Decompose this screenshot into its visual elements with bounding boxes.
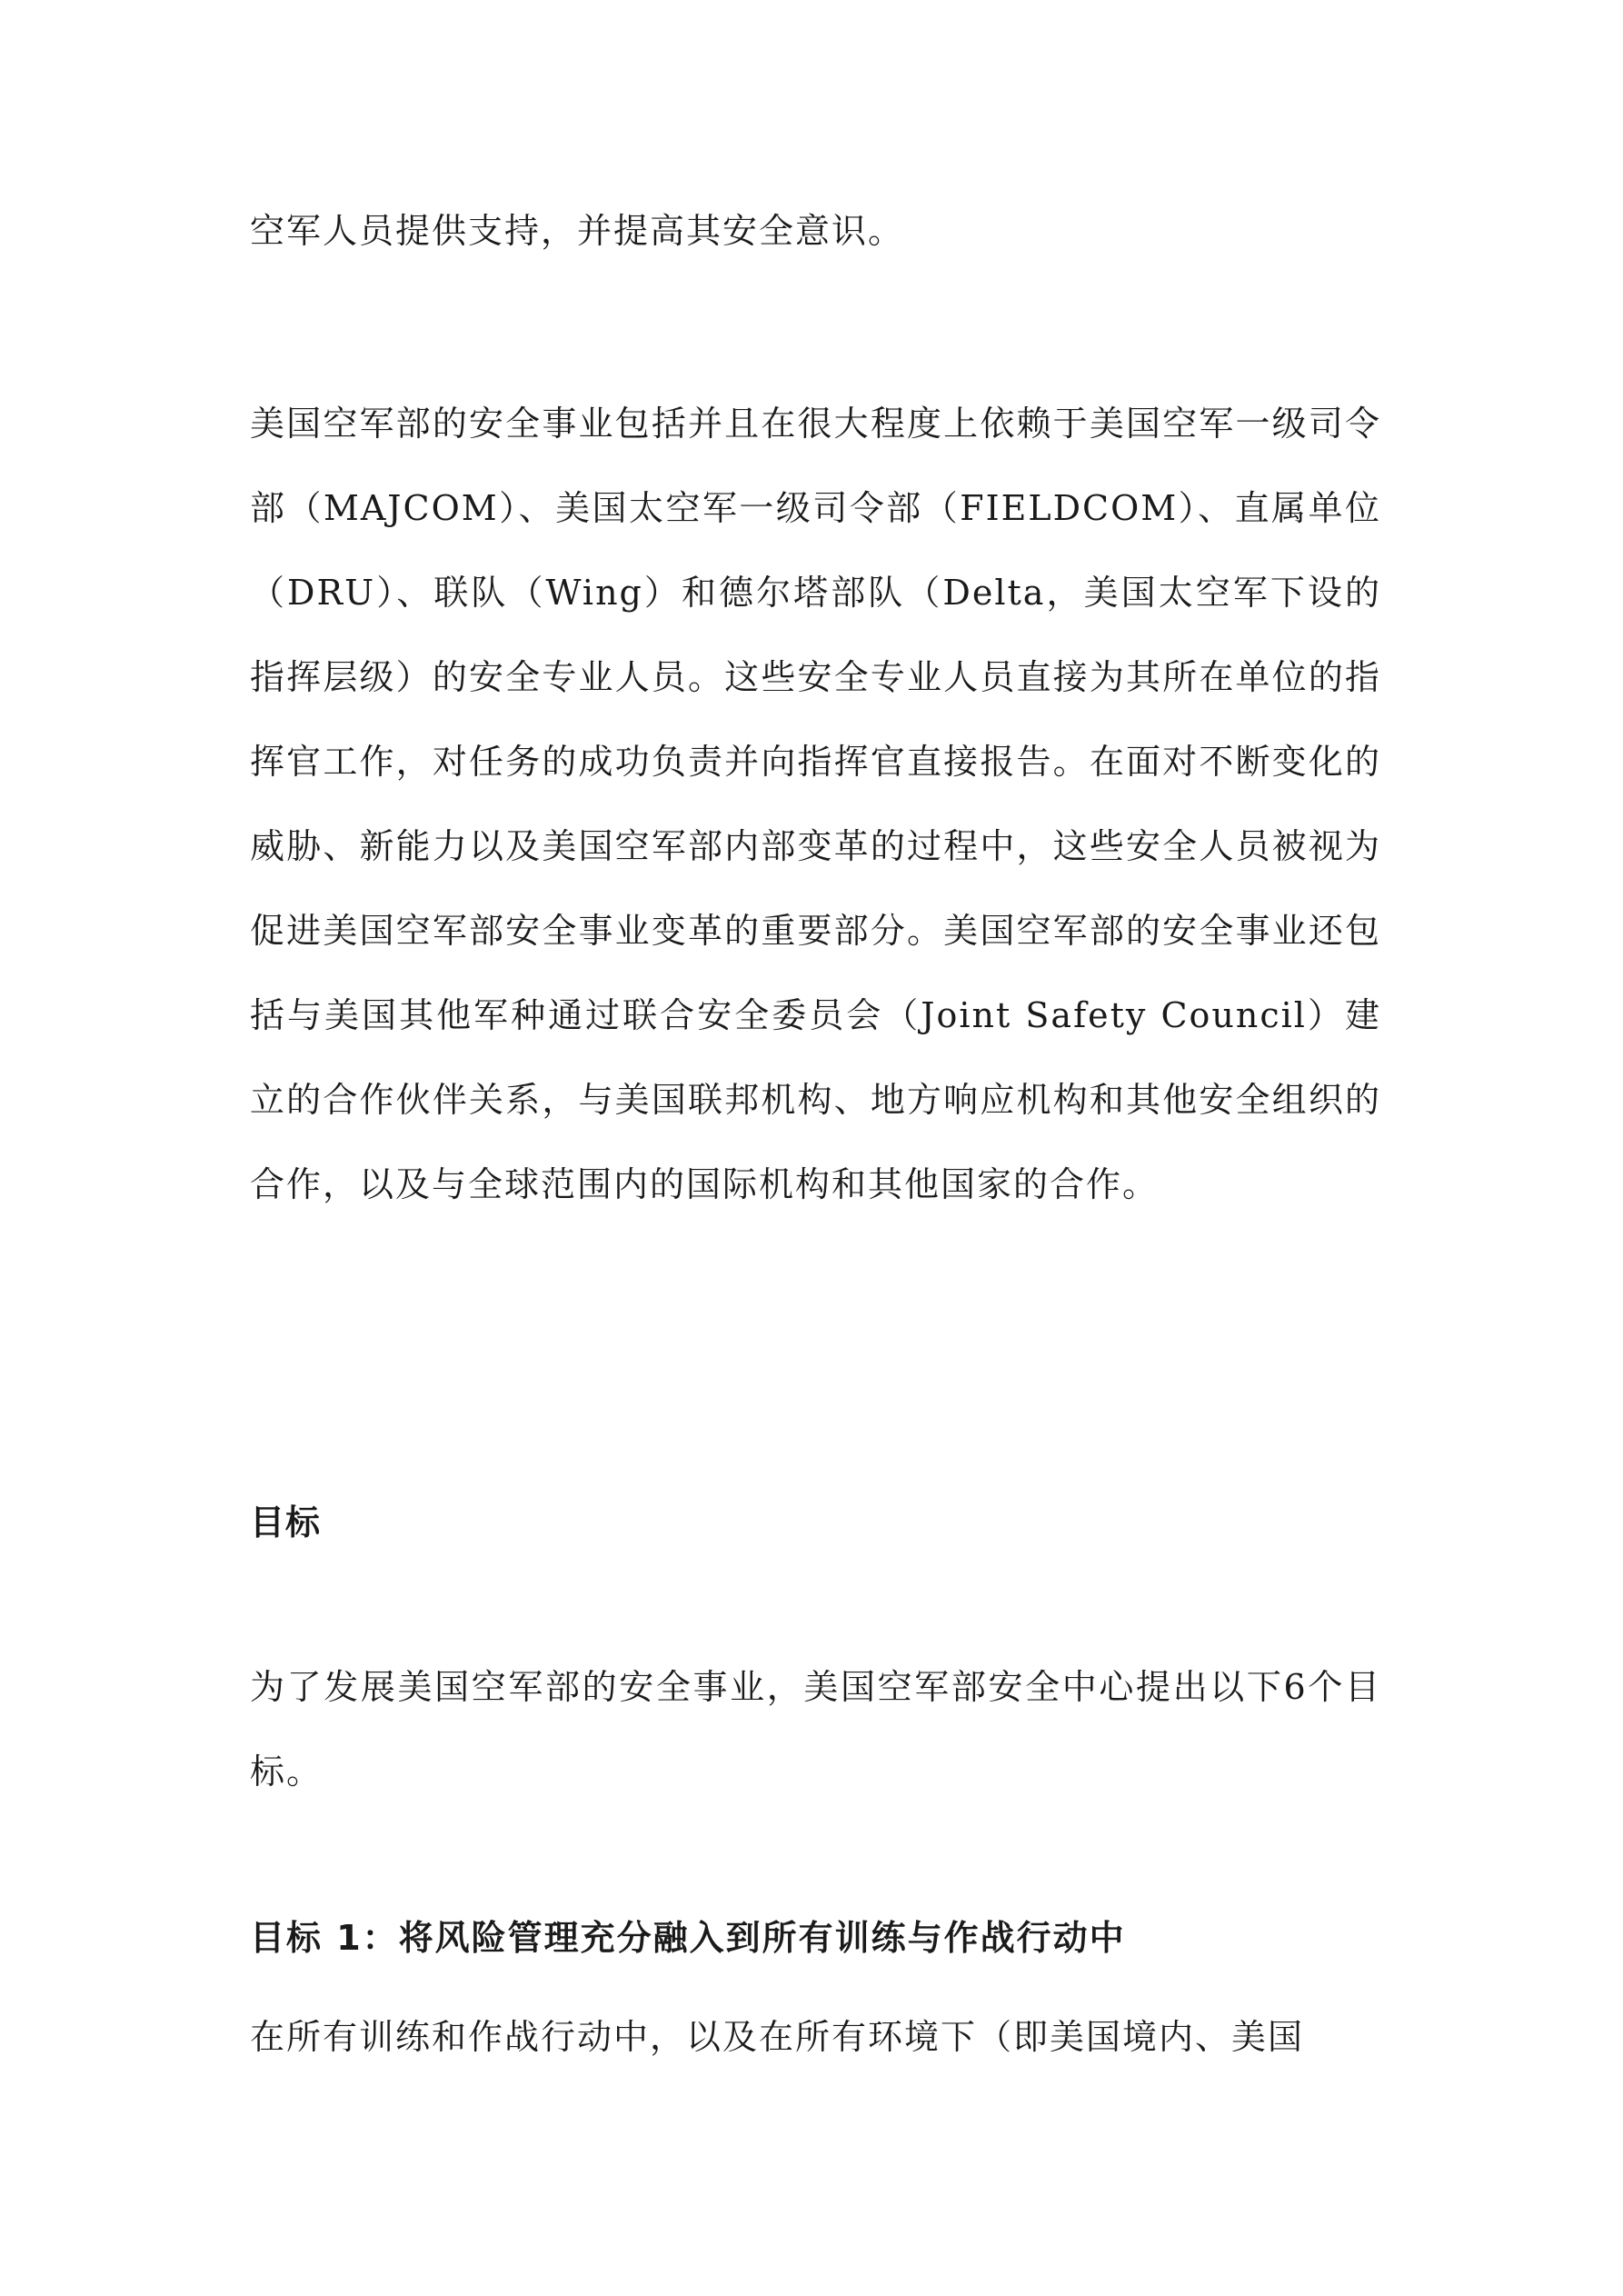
goals-intro-paragraph: 为了发展美国空军部的安全事业，美国空军部安全中心提出以下6个目标。 <box>250 1667 1381 1792</box>
goals-heading: 目标 <box>250 1502 322 1542</box>
goal-1-title: 目标 1：将风险管理充分融入到所有训练与作战行动中 <box>250 1918 1126 1958</box>
goal-1-body: 在所有训练和作战行动中，以及在所有环境下（即美国境内、美国 <box>250 2017 1305 2057</box>
intro-paragraph-tail: 空军人员提供支持，并提高其安全意识。 <box>250 211 905 251</box>
safety-enterprise-paragraph: 美国空军部的安全事业包括并且在很大程度上依赖于美国空军一级司令部（MAJCOM）、美国太空军一级司令部（FIELDCOM）、直属单位（DRU）、联队（Wing）和德尔塔部队（Delta，美国太空军下设的指挥层级）的安全专业人员。这些安全专业人员直接为其所在单位的指挥官工作，对任务的成功负责并向指挥官直接报告。在面对不断变化的威胁、新能力以及美国空军部内部变革的过程中，这些安全人员被视为促进美国空军部安全事业变革的重要部分。美国空军部的安全事业还包括与美国其他军种通过联合安全委员会（Joint Safety Council）建立的合作伙伴关系，与美国联邦机构、地方响应机构和其他安全组织的合作，以及与全球范围内的国际机构和其他国家的合作。 <box>250 404 1381 1204</box>
